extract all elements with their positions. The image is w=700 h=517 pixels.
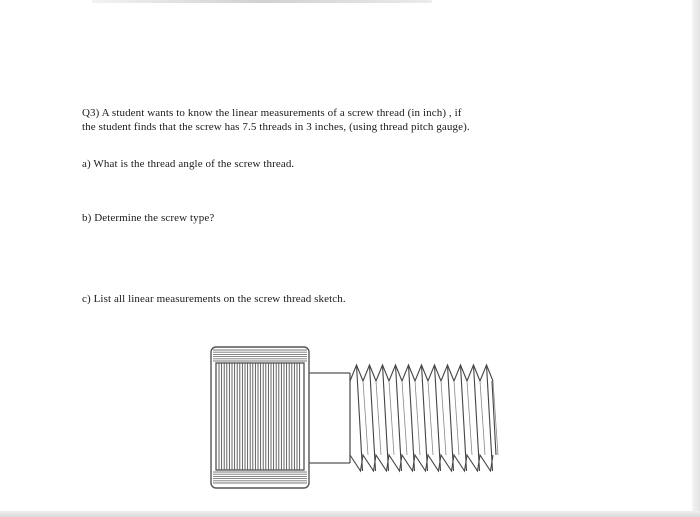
screw-thread-sketch — [210, 345, 500, 490]
page-edge-right — [692, 0, 700, 517]
question-text-line-1: Q3) A student wants to know the linear measurements of a screw thread (in inch) , if — [82, 107, 462, 119]
screw-head — [211, 347, 309, 488]
question-part-b: b) Determine the screw type? — [82, 212, 215, 224]
question-part-a: a) What is the thread angle of the screw thread. — [82, 158, 295, 170]
screw-shank — [309, 373, 350, 463]
question-text-line-2: the student finds that the screw has 7.5 threads in 3 inches, (using thread pitch gauge). — [82, 121, 470, 133]
page-edge-bottom — [0, 511, 700, 517]
question-part-c: c) List all linear measurements on the screw thread sketch. — [82, 293, 346, 305]
cropped-text-remnant — [92, 0, 432, 3]
screw-threads — [350, 365, 498, 471]
